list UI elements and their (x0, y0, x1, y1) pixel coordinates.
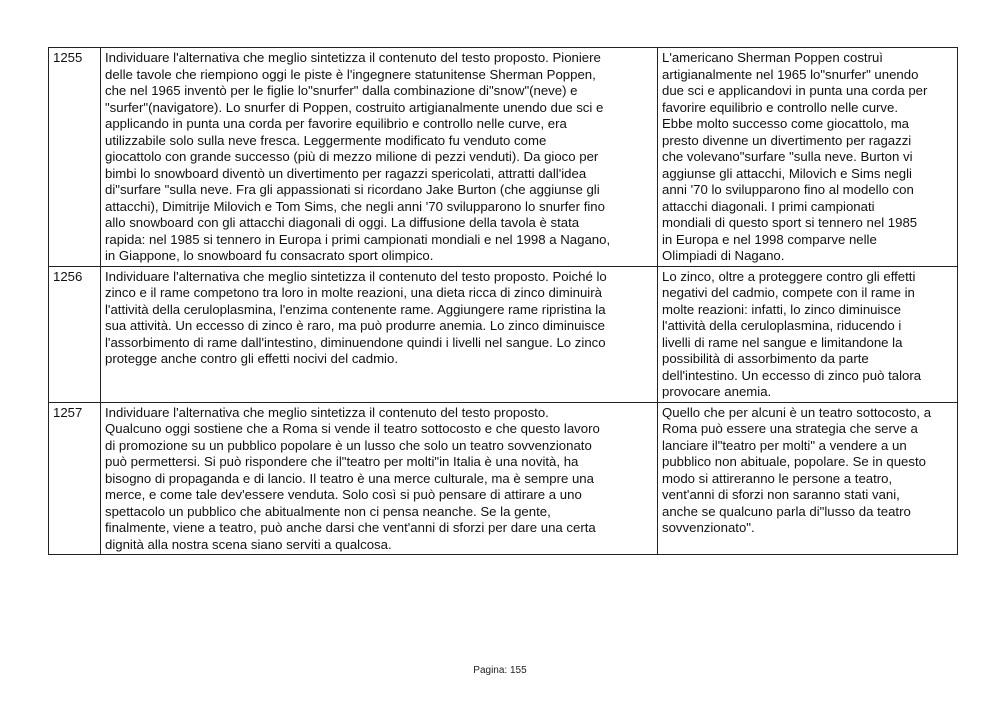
question-number: 1255 (49, 48, 101, 267)
answer-text: L'americano Sherman Poppen costruì artigianalmente nel 1965 lo"snurfer" unendo due sci e applicandovi in punta una corda per favorire equilibrio e controllo nelle curve. Ebbe molto successo come giocattolo, ma presto divenne un divertimento per ragazzi che volevano"surfare "sulla neve. Burton vi aggiunse gli attacchi, Milovich e Sims negli anni '70 lo svilupparono fino al modello con attacchi diagonali. I primi campionati mondiali di questo sport si tennero nel 1985 in Europa e nel 1998 comparve nelle Olimpiadi di Nagano. (658, 48, 958, 267)
table-row (49, 402, 958, 555)
question-number: 1256 (49, 266, 101, 402)
questions-table (48, 47, 958, 555)
question-text: Individuare l'alternativa che meglio sintetizza il contenuto del testo proposto. Pioniere delle tavole che riempiono oggi le piste è l'ingegnere statunitense Sherman Poppen, che nel 1965 inventò per le figlie lo"snurfer" dalla combinazione di"snow"(neve) e "surfer"(navigatore). Lo snurfer di Poppen, costruito artigianalmente unendo due sci e applicando in punta una corda per favorire equilibrio e controllo nelle curve, era utilizzabile solo sulla neve fresca. Leggermente modificato fu venduto come giocattolo con grande successo (più di mezzo milione di pezzi venduti). Da gioco per bimbi lo snowboard diventò un divertimento per ragazzi spericolati, attratti dall'idea di"surfare "sulla neve. Fra gli appassionati si ricordano Jake Burton (che aggiunse gli attacchi), Dimitrije Milovich e Tom Sims, che negli anni '70 svilupparono lo snurfer fino allo snowboard con gli attacchi diagonali di oggi. La diffusione della tavola è stata rapida: nel 1985 si tennero in Europa i primi campionati mondiali e nel 1998 a Nagano, in Giappone, lo snowboard fu consacrato sport olimpico. (101, 48, 658, 267)
table-row (49, 48, 958, 267)
table-row (49, 266, 958, 402)
answer-text: Lo zinco, oltre a proteggere contro gli effetti negativi del cadmio, compete con il rame in molte reazioni: infatti, lo zinco diminuisce l'attività della ceruloplasmina, riducendo i livelli di rame nel sangue e limitandone la possibilità di assorbimento da parte dell'intestino. Un eccesso di zinco può talora provocare anemia. (658, 266, 958, 402)
question-text: Individuare l'alternativa che meglio sintetizza il contenuto del testo proposto. Poiché lo zinco e il rame competono tra loro in molte reazioni, una dieta ricca di zinco diminuirà l'attività della ceruloplasmina, l'enzima contenente rame. Aggiungere rame ripristina la sua attività. Un eccesso di zinco è raro, ma può produrre anemia. Lo zinco diminuisce l'assorbimento di rame dall'intestino, diminuendone quindi i livelli nel sangue. Lo zinco protegge anche contro gli effetti nocivi del cadmio. (101, 266, 658, 402)
question-text: Individuare l'alternativa che meglio sintetizza il contenuto del testo proposto. Qualcuno oggi sostiene che a Roma si vende il teatro sottocosto e che questo lavoro di promozione su un pubblico popolare è un lusso che solo un teatro sovvenzionato può permettersi. Si può rispondere che il"teatro per molti"in Italia è una novità, ha bisogno di propaganda e di lancio. Il teatro è una merce culturale, ma è sempre una merce, e come tale dev'essere venduta. Solo così si può pensare di attirare a uno spettacolo un pubblico che abitualmente non ci pensa neanche. Se la gente, finalmente, viene a teatro, può anche darsi che vent'anni di sforzi per dare una certa dignità alla nostra scena siano serviti a qualcosa. (101, 402, 658, 555)
answer-text: Quello che per alcuni è un teatro sottocosto, a Roma può essere una strategia che serve a lanciare il"teatro per molti" a vendere a un pubblico non abituale, popolare. Se in questo modo si attireranno le persone a teatro, vent'anni di sforzi non saranno stati vani, anche se qualcuno parla di"lusso da teatro sovvenzionato". (658, 402, 958, 555)
question-number: 1257 (49, 402, 101, 555)
page-footer: Pagina: 155 (473, 665, 527, 676)
